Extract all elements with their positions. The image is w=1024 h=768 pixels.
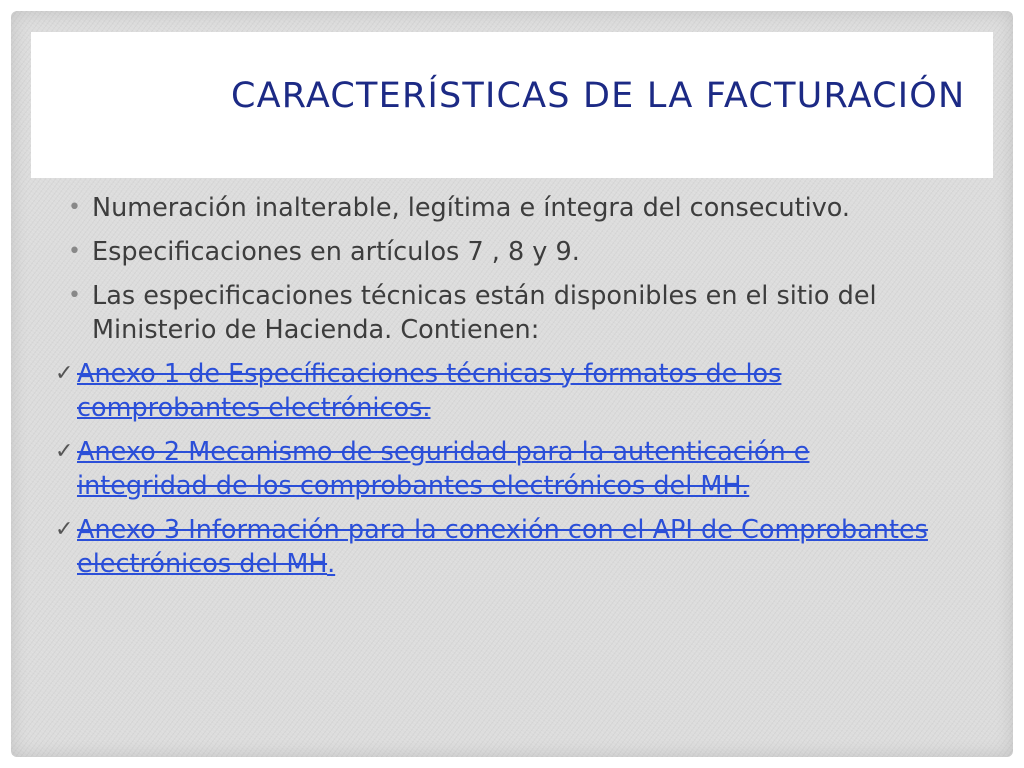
checklist-item bbox=[55, 435, 948, 503]
slide-title: CARACTERÍSTICAS DE LA FACTURACIÓN bbox=[231, 76, 966, 116]
annex-1-link[interactable]: Anexo 1 de Específicaciones técnicas y formatos de los comprobantes electrónicos. bbox=[77, 359, 782, 423]
bullet-item bbox=[68, 235, 948, 269]
bullet-text: Numeración inalterable, legítima e íntegra del consecutivo. bbox=[92, 193, 851, 223]
checkmark-icon: ✓ bbox=[55, 361, 74, 386]
slide bbox=[11, 11, 1013, 757]
checklist-item bbox=[55, 513, 948, 581]
title-box bbox=[31, 32, 993, 178]
bullet-text: Especificaciones en artículos 7 , 8 y 9. bbox=[92, 237, 580, 267]
annex-3-link-period[interactable]: . bbox=[327, 549, 336, 579]
checkmark-icon: ✓ bbox=[55, 517, 74, 542]
annex-2-link[interactable]: Anexo 2 Mecanismo de seguridad para la autenticación e integridad de los comprobantes electrónicos del MH. bbox=[77, 437, 810, 501]
bullet-text: Las especificaciones técnicas están disponibles en el sitio del Ministerio de Hacienda. Contienen: bbox=[92, 281, 877, 345]
bullet-dot-icon: • bbox=[68, 239, 81, 264]
bullet-dot-icon: • bbox=[68, 283, 81, 308]
bullet-dot-icon: • bbox=[68, 195, 81, 220]
checklist-item bbox=[55, 357, 948, 425]
annex-3-link[interactable]: Anexo 3 Información para la conexión con el API de Comprobantes electrónicos del MH bbox=[77, 515, 928, 579]
content-list bbox=[55, 191, 948, 591]
checkmark-icon: ✓ bbox=[55, 439, 74, 464]
bullet-item bbox=[68, 279, 948, 347]
bullet-item bbox=[68, 191, 948, 225]
